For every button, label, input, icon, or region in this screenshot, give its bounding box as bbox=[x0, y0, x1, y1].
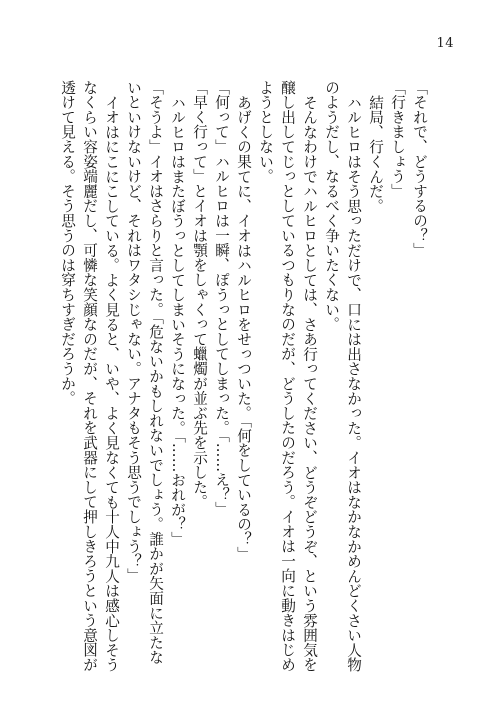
page-number: 14 bbox=[436, 36, 454, 51]
text-line: そんなわけでハルヒロとしては、さあ行ってください、どうぞどうぞ、という雰囲気を bbox=[301, 94, 318, 672]
text-line: なくらい容姿端麗だし、可憐な笑顔なのだが、それを武器にして押しきろうという意図が bbox=[81, 80, 98, 672]
text-line: 「行きましょう」 bbox=[389, 80, 406, 199]
text-line: 「何って」ハルヒロは一瞬、ぽうっとしてしまった。「……え？」 bbox=[213, 80, 230, 517]
text-line: 醸し出してじっとしているつもりなのだが、どうしたのだろう。イオは一向に動きはじめ bbox=[279, 80, 296, 672]
text-line: 「そうよ」イオはさらりと言った。「危ないかもしれないでしょう。誰かが矢面に立たな bbox=[147, 80, 164, 665]
text-line: 「早く行って」とイオは顎をしゃくって蠟燭が並ぶ先を示した。 bbox=[191, 80, 208, 510]
text-line: ようとしない。 bbox=[257, 80, 274, 184]
text-line: のようだし、なるべく争いたくない。 bbox=[323, 80, 340, 332]
text-line: ハルヒロはまたぼうっとしてしまいそうになった。「……おれが？」 bbox=[169, 94, 186, 547]
text-line: いといけないけど、それはワタシじゃない。アナタもそう思うでしょう？」 bbox=[125, 80, 142, 584]
text-line: 「それで、どうするの？」 bbox=[411, 80, 428, 258]
text-line: ハルヒロはそう思っただけで、口には出さなかった。イオはなかなかめんどくさい人物 bbox=[345, 94, 362, 672]
text-line: あげくの果てに、イオはハルヒロをせっついた。「何をしているの？」 bbox=[235, 94, 252, 561]
text-line: 透けて見える。そう思うのは穿ちすぎだろうか。 bbox=[59, 80, 76, 406]
text-line: イオはにこにこしている。よく見ると、いや、よく見なくても十人中九人は感心しそう bbox=[103, 94, 120, 672]
vertical-text-block bbox=[58, 80, 430, 680]
text-line: 結局、行くんだ。 bbox=[367, 94, 384, 213]
